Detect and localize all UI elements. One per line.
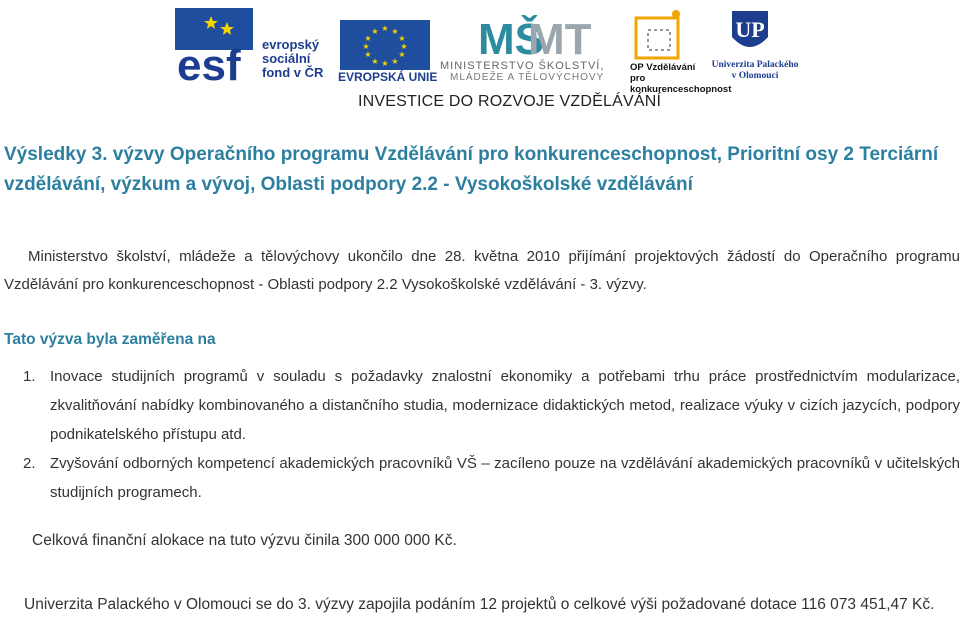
list-item-text: Inovace studijních programů v souladu s požadavky znalostní ekonomiky a potřebami trhu práce prostřednictvím modularizace, zkvalitňování nabídky kombinovaného a distančního studia, modernizace didaktických metod, realizace výuky v cizích jazycích, podpory podnikatelského přístupu atd. xyxy=(50,368,960,443)
list-item-number: 2. xyxy=(23,455,36,472)
esf-text-line: evropský xyxy=(262,37,320,52)
svg-text:★: ★ xyxy=(364,50,372,59)
svg-text:esf: esf xyxy=(177,41,241,90)
esf-text xyxy=(262,38,323,80)
list-item xyxy=(0,362,960,449)
final-paragraph xyxy=(4,590,958,619)
esf-logo-icon xyxy=(175,8,253,90)
msmt-sublabel: MLÁDEŽE A TĚLOVÝCHOVY xyxy=(450,72,605,83)
logo-banner xyxy=(0,0,960,115)
total-allocation: Celková finanční alokace na tuto výzvu činila 300 000 000 Kč. xyxy=(32,532,457,549)
esf-text-line: fond v ČR xyxy=(262,65,324,80)
upol-label xyxy=(710,60,800,82)
svg-text:★: ★ xyxy=(364,34,372,43)
op-label-line: OP Vzdělávání xyxy=(630,62,696,73)
svg-text:★: ★ xyxy=(400,42,408,51)
list-item xyxy=(0,449,960,507)
svg-text:★: ★ xyxy=(381,24,389,33)
svg-text:★: ★ xyxy=(381,59,389,68)
svg-text:★: ★ xyxy=(371,27,379,36)
upol-seal-icon xyxy=(728,7,772,57)
msmt-logo-icon xyxy=(478,8,592,64)
svg-text:★: ★ xyxy=(391,57,399,66)
intro-paragraph xyxy=(4,243,960,299)
svg-text:★: ★ xyxy=(391,27,399,36)
final-text: Univerzita Palackého v Olomouci se do 3. výzvy zapojila podáním 12 projektů o celkové výši požadované dotace 116 073 451,47 Kč. xyxy=(24,596,935,613)
list-item-text: Zvyšování odborných kompetencí akademických pracovníků VŠ – zacíleno pouze na vzdělávání akademických pracovníků v učitelských studijních programech. xyxy=(50,455,960,501)
op-label xyxy=(630,62,732,95)
focus-list xyxy=(0,362,960,507)
section-subhead: Tato výzva byla zaměřena na xyxy=(4,331,216,348)
esf-text-line: sociální xyxy=(262,51,311,66)
page-title: Výsledky 3. výzvy Operačního programu Vzdělávání pro konkurenceschopnost, Prioritní osy 2 Terciární vzdělávání, výzkum a vývoj, Oblasti podpory 2.2 - Vysokoškolské vzdělávání xyxy=(4,144,939,195)
op-label-line: pro konkurenceschopnost xyxy=(630,73,732,95)
eu-stars-icon xyxy=(340,20,430,70)
msmt-label: MINISTERSTVO ŠKOLSTVÍ, xyxy=(440,60,605,72)
list-item-number: 1. xyxy=(23,368,36,385)
upol-label-line: Univerzita Palackého xyxy=(711,60,799,70)
svg-text:MŠ: MŠ xyxy=(478,15,544,64)
upol-label-line: v Olomouci xyxy=(731,71,779,81)
investice-tagline: INVESTICE DO ROZVOJE VZDĚLÁVÁNÍ xyxy=(358,93,662,110)
svg-text:UP: UP xyxy=(735,17,765,42)
svg-text:★: ★ xyxy=(362,42,370,51)
eu-flag-icon xyxy=(340,20,430,70)
svg-text:★: ★ xyxy=(398,50,406,59)
op-logo-icon xyxy=(628,8,688,62)
svg-text:★: ★ xyxy=(398,34,406,43)
svg-text:MT: MT xyxy=(528,15,592,64)
intro-text: Ministerstvo školství, mládeže a tělovýchovy ukončilo dne 28. května 2010 přijímání projektových žádostí do Operačního programu Vzdělávání pro konkurenceschopnost - Oblasti podpory 2.2 Vysokoškolské vzdělávání - 3. výzvy. xyxy=(4,248,960,293)
svg-text:★: ★ xyxy=(371,57,379,66)
eu-label: EVROPSKÁ UNIE xyxy=(338,70,438,84)
